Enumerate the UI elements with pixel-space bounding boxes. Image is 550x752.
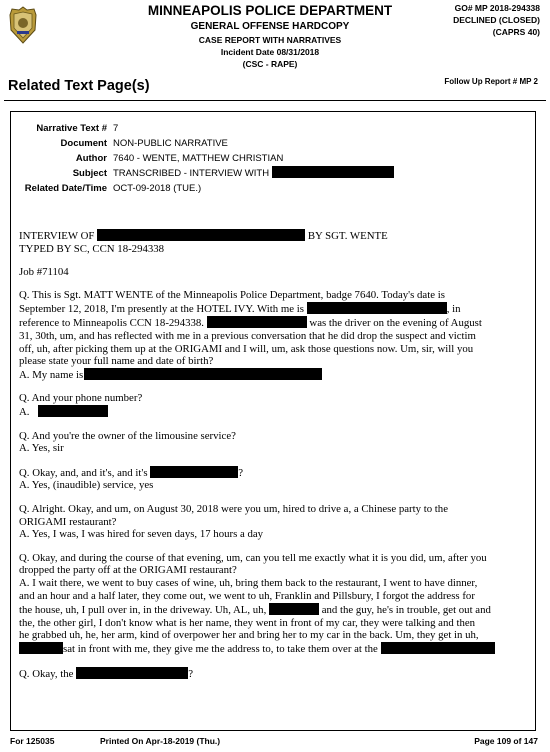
meta-label: Author xyxy=(75,153,107,164)
department-name: MINNEAPOLIS POLICE DEPARTMENT xyxy=(147,3,393,18)
text-line: Job #71104 xyxy=(19,266,69,279)
text-span: Q. Okay, the xyxy=(19,667,74,680)
redaction-bar xyxy=(38,405,108,417)
transcript-paragraph xyxy=(19,667,525,681)
meta-label: Related Date/Time xyxy=(24,183,107,194)
text-line: A. I wait there, we went to buy cases of wine, uh, bring them back to the restaurant, I went to have dinner, xyxy=(19,577,478,590)
text-line: A. Yes, sir xyxy=(19,442,64,455)
redaction-bar xyxy=(381,642,495,654)
header-divider xyxy=(4,100,546,101)
meta-row xyxy=(11,181,394,196)
document-type: GENERAL OFFENSE HARDCOPY xyxy=(190,21,350,32)
redaction-bar xyxy=(207,316,307,328)
text-span: the house, uh, I pull over in, in the driveway. Uh, AL, uh, xyxy=(19,603,267,616)
go-number: GO# MP 2018-294338 xyxy=(454,3,540,13)
meta-value: 7640 - WENTE, MATTHEW CHRISTIAN xyxy=(113,153,284,164)
text-line: Q. This is Sgt. MATT WENTE of the Minneapolis Police Department, badge 7640. Today's date is xyxy=(19,289,445,302)
footer-page-number: Page 109 of 147 xyxy=(474,736,538,746)
transcript-paragraph xyxy=(19,392,525,419)
text-span: ? xyxy=(188,667,193,680)
text-line: TYPED BY SC, CCN 18-294338 xyxy=(19,242,165,255)
footer-file-number: For 125035 xyxy=(10,736,55,746)
section-title: Related Text Page(s) xyxy=(8,78,150,94)
text-span: ? xyxy=(238,466,244,479)
text-line: please state your full name and date of birth? xyxy=(19,355,214,368)
meta-label: Subject xyxy=(72,168,107,179)
incident-date: Incident Date 08/31/2018 xyxy=(220,47,320,57)
text-span: A. My name is xyxy=(19,369,84,382)
footer-printed-date: Printed On Apr-18-2019 (Thu.) xyxy=(100,736,221,746)
redaction-bar xyxy=(150,466,238,478)
text-line: ORIGAMI restaurant? xyxy=(19,515,117,528)
police-badge-icon xyxy=(8,6,38,44)
text-line: Q. Okay, and during the course of that evening, um, can you tell me exactly what it is you did, um, after you xyxy=(19,551,487,564)
meta-value: TRANSCRIBED - INTERVIEW WITH xyxy=(113,168,270,179)
redaction-bar xyxy=(84,368,322,380)
meta-row xyxy=(11,166,394,181)
redaction-bar xyxy=(97,229,305,241)
meta-row xyxy=(11,151,394,166)
text-span: BY SGT. WENTE xyxy=(307,230,388,242)
follow-up-report: Follow Up Report # MP 2 xyxy=(444,77,538,86)
transcript-paragraph xyxy=(19,552,525,656)
redaction-bar xyxy=(19,642,63,654)
offense-type: (CSC - RAPE) xyxy=(242,59,298,69)
transcript-paragraph xyxy=(19,503,525,541)
text-line: he grabbed uh, he, her arm, kind of overpower her and bring her to my car in the back. Um, they get in uh, xyxy=(19,629,479,642)
meta-value: OCT-09-2018 (TUE.) xyxy=(113,183,202,194)
meta-label: Narrative Text # xyxy=(36,123,107,134)
text-span: was the driver on the evening of August xyxy=(309,316,482,329)
transcript-paragraph xyxy=(19,466,525,493)
transcript-paragraph xyxy=(19,430,525,456)
text-line: A. Yes, I was, I was hired for seven days, 17 hours a day xyxy=(19,528,264,541)
meta-value: 7 xyxy=(113,123,119,134)
text-line: Q. And your phone number? xyxy=(19,392,143,405)
text-span: Q. Okay, and, and it's, and it's xyxy=(19,466,148,479)
text-span: September 12, 2018, I'm presently at the HOTEL IVY. With me is xyxy=(19,303,304,316)
transcript-body xyxy=(19,229,525,691)
redaction-bar xyxy=(272,166,394,178)
system-id: (CAPRS 40) xyxy=(492,27,540,37)
text-line: Q. Alright. Okay, and um, on August 30, 2018 were you um, hired to drive a, a Chinese party to the xyxy=(19,502,449,515)
text-line: off, uh, after picking them up at the ORIGAMI and I will, um, ask those questions now. Um, sir, will you xyxy=(19,342,474,355)
redaction-bar xyxy=(307,302,447,314)
meta-row xyxy=(11,121,394,136)
text-span: sat in front with me, they give me the address to, to take them over at the xyxy=(63,643,378,656)
meta-row xyxy=(11,136,394,151)
redaction-bar xyxy=(269,603,319,615)
text-span: A. xyxy=(19,406,30,419)
text-span: INTERVIEW OF xyxy=(19,230,95,242)
narrative-meta xyxy=(11,121,394,196)
text-line: A. Yes, (inaudible) service, yes xyxy=(19,479,154,492)
text-span: and the guy, he's in trouble, get out and xyxy=(321,603,491,616)
transcript-paragraph xyxy=(19,266,525,279)
meta-value: NON-PUBLIC NARRATIVE xyxy=(113,138,228,149)
redaction-bar xyxy=(76,667,188,679)
text-line: Q. And you're the owner of the limousine service? xyxy=(19,429,236,442)
transcript-paragraph xyxy=(19,289,525,382)
transcript-paragraph xyxy=(19,229,525,256)
text-span: reference to Minneapolis CCN 18-294338. xyxy=(19,316,205,329)
case-status: DECLINED (CLOSED) xyxy=(453,15,540,25)
text-line: and an hour and a half later, they come out, we went to uh, Franklin and Pillsbury, I forgot the address for xyxy=(19,590,475,603)
meta-label: Document xyxy=(60,138,107,149)
text-line: dropped the party off at the ORIGAMI restaurant? xyxy=(19,564,237,577)
text-line: 31, 30th, um, and has reflected with me in a previous conversation that he did drop the suspect and victim xyxy=(19,329,476,342)
text-span: , in xyxy=(446,303,461,316)
report-type: CASE REPORT WITH NARRATIVES xyxy=(198,35,342,45)
narrative-box xyxy=(10,111,536,731)
text-line: the, the other girl, I don't know what is her name, they went in front of my car, they were talking and then xyxy=(19,616,476,629)
